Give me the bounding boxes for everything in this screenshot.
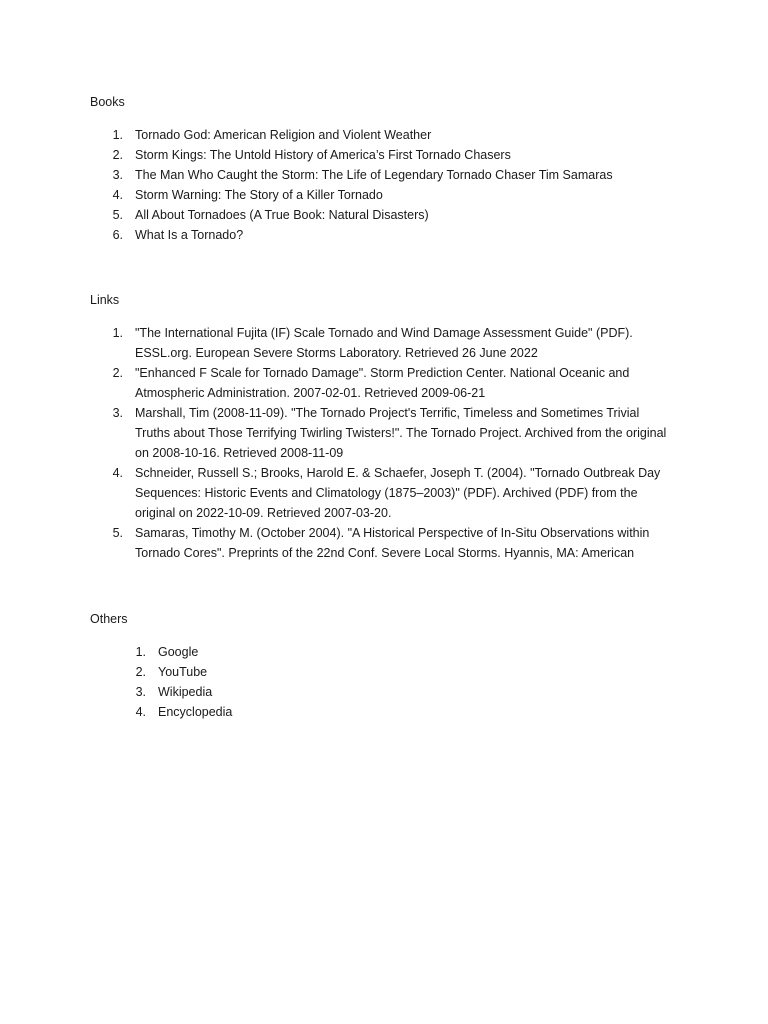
list-item xyxy=(112,145,695,165)
list-item xyxy=(112,363,670,403)
list-item-text: Storm Warning: The Story of a Killer Tornado xyxy=(135,188,383,202)
list-item-text: Encyclopedia xyxy=(158,705,233,719)
list-number: 2. xyxy=(135,665,146,679)
list-number: 3. xyxy=(135,685,146,699)
list-item xyxy=(135,642,458,662)
list-item-text: Storm Kings: The Untold History of America’s First Tornado Chasers xyxy=(135,148,511,162)
list-number: 1. xyxy=(112,128,123,142)
list-item xyxy=(112,165,695,185)
list-item-text: The Man Who Caught the Storm: The Life of Legendary Tornado Chaser Tim Samaras xyxy=(135,168,613,182)
list-item-text: Samaras, Timothy M. (October 2004). "A Historical Perspective of In-Situ Observations within Tornado Cores". Preprints of the 22nd Conf. Severe Local Storms. Hyannis, MA: American xyxy=(135,526,650,560)
list-number: 5. xyxy=(112,526,123,540)
list-item-text: Marshall, Tim (2008-11-09). "The Tornado Project's Terrific, Timeless and Sometimes Trivial Truths about Those Terrifying Twirling Twisters!". The Tornado Project. Archived from the original on 2008-10-16. Retrieved 2008-11-09 xyxy=(135,406,667,460)
list-number: 3. xyxy=(112,168,123,182)
list-number: 4. xyxy=(135,705,146,719)
list-number: 6. xyxy=(112,228,123,242)
links-list xyxy=(112,323,670,563)
list-item xyxy=(135,682,458,702)
books-heading: Books xyxy=(90,95,125,109)
list-number: 1. xyxy=(112,326,123,340)
list-item-text: YouTube xyxy=(158,665,208,679)
list-item xyxy=(112,463,670,523)
list-item-text: Wikipedia xyxy=(158,685,213,699)
list-item-text: What Is a Tornado? xyxy=(135,228,244,242)
links-heading: Links xyxy=(90,293,120,307)
list-item xyxy=(112,403,670,463)
list-item-text: Tornado God: American Religion and Violent Weather xyxy=(135,128,432,142)
list-item xyxy=(112,205,695,225)
list-item-text: All About Tornadoes (A True Book: Natural Disasters) xyxy=(135,208,429,222)
list-number: 1. xyxy=(135,645,146,659)
list-item xyxy=(112,323,670,363)
list-item xyxy=(112,523,670,563)
list-item xyxy=(112,185,695,205)
books-list xyxy=(112,125,695,245)
list-item xyxy=(135,702,458,722)
list-item-text: "The International Fujita (IF) Scale Tornado and Wind Damage Assessment Guide" (PDF). ESSL.org. European Severe Storms Laboratory. Retrieved 26 June 2022 xyxy=(135,326,633,360)
list-item xyxy=(135,662,458,682)
list-item xyxy=(112,125,695,145)
others-list xyxy=(135,642,458,722)
list-item-text: Schneider, Russell S.; Brooks, Harold E. & Schaefer, Joseph T. (2004). "Tornado Outbreak Day Sequences: Historic Events and Climatology (1875–2003)" (PDF). Archived (PDF) from the original on 2022-10-09. Retrieved 2007-03-20. xyxy=(135,466,661,520)
others-heading: Others xyxy=(90,612,128,626)
list-number: 2. xyxy=(112,148,123,162)
list-number: 3. xyxy=(112,406,123,420)
list-item-text: Google xyxy=(158,645,199,659)
list-number: 2. xyxy=(112,366,123,380)
list-item-text: "Enhanced F Scale for Tornado Damage". Storm Prediction Center. National Oceanic and Atmospheric Administration. 2007-02-01. Retrieved 2009-06-21 xyxy=(135,366,630,400)
list-item xyxy=(112,225,695,245)
list-number: 5. xyxy=(112,208,123,222)
list-number: 4. xyxy=(112,466,123,480)
list-number: 4. xyxy=(112,188,123,202)
